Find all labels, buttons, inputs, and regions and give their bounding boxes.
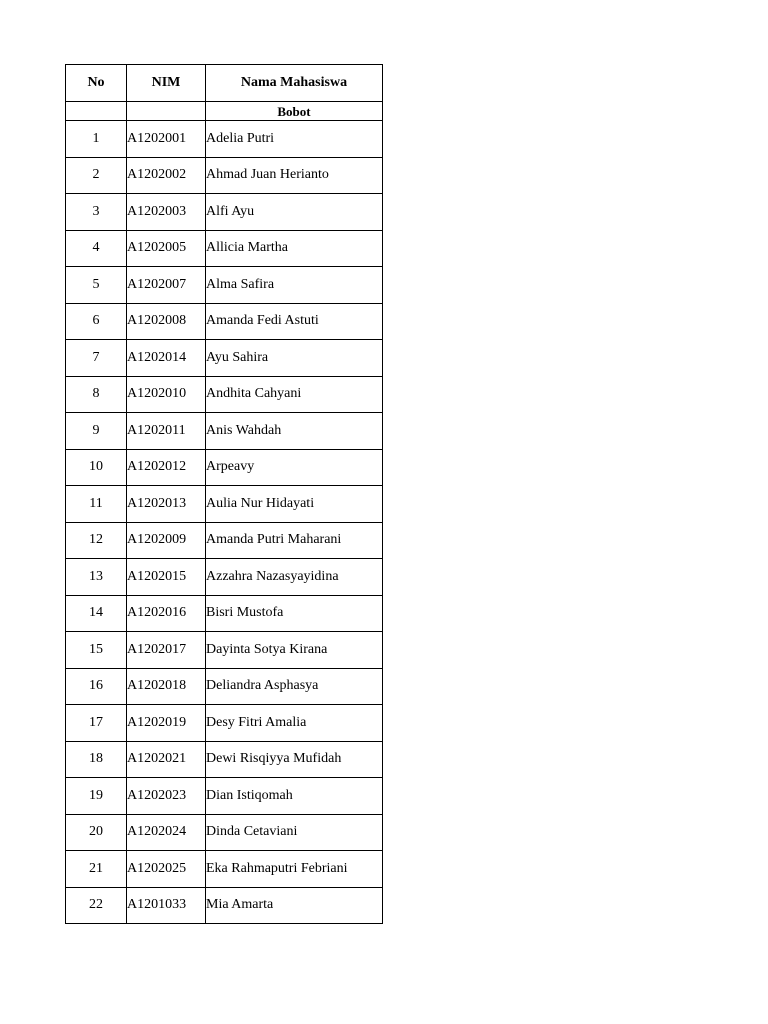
subheader-empty-no [66,102,127,121]
subheader-bobot: Bobot [206,102,383,121]
cell-no: 19 [66,778,127,815]
cell-no: 14 [66,595,127,632]
cell-nim: A1202012 [127,449,206,486]
cell-no: 20 [66,814,127,851]
cell-no: 11 [66,486,127,523]
cell-nim: A1202003 [127,194,206,231]
header-nim: NIM [127,65,206,102]
table-row [66,267,383,304]
table-row [66,851,383,888]
cell-no: 17 [66,705,127,742]
table-row [66,157,383,194]
cell-nama: Dewi Risqiyya Mufidah [206,741,383,778]
table-row [66,376,383,413]
cell-no: 8 [66,376,127,413]
cell-nama: Ayu Sahira [206,340,383,377]
cell-nim: A1202010 [127,376,206,413]
cell-nama: Allicia Martha [206,230,383,267]
cell-nim: A1202019 [127,705,206,742]
table-row [66,194,383,231]
table-row [66,230,383,267]
cell-nim: A1202021 [127,741,206,778]
cell-nama: Ahmad Juan Herianto [206,157,383,194]
cell-nama: Alfi Ayu [206,194,383,231]
cell-no: 9 [66,413,127,450]
cell-no: 13 [66,559,127,596]
cell-no: 4 [66,230,127,267]
header-nama: Nama Mahasiswa [206,65,383,102]
table-row [66,887,383,924]
cell-nama: Arpeavy [206,449,383,486]
table-row [66,413,383,450]
cell-no: 7 [66,340,127,377]
cell-nim: A1202018 [127,668,206,705]
cell-nama: Deliandra Asphasya [206,668,383,705]
cell-nim: A1202017 [127,632,206,669]
cell-nim: A1202025 [127,851,206,888]
cell-nama: Aulia Nur Hidayati [206,486,383,523]
cell-nama: Amanda Fedi Astuti [206,303,383,340]
subheader-row [66,102,383,121]
cell-nama: Dinda Cetaviani [206,814,383,851]
cell-nim: A1202001 [127,121,206,158]
table-row [66,340,383,377]
cell-no: 22 [66,887,127,924]
cell-no: 16 [66,668,127,705]
cell-no: 15 [66,632,127,669]
cell-nama: Dian Istiqomah [206,778,383,815]
header-row [66,65,383,102]
table-row [66,559,383,596]
table-row [66,632,383,669]
table-row [66,814,383,851]
subheader-empty-nim [127,102,206,121]
cell-nama: Andhita Cahyani [206,376,383,413]
table-row [66,449,383,486]
cell-nim: A1201033 [127,887,206,924]
cell-nim: A1202008 [127,303,206,340]
cell-nama: Adelia Putri [206,121,383,158]
table-row [66,778,383,815]
cell-no: 1 [66,121,127,158]
student-table [65,64,383,924]
cell-no: 6 [66,303,127,340]
cell-nama: Desy Fitri Amalia [206,705,383,742]
header-no: No [66,65,127,102]
cell-nim: A1202009 [127,522,206,559]
cell-nim: A1202011 [127,413,206,450]
cell-nama: Bisri Mustofa [206,595,383,632]
cell-nama: Alma Safira [206,267,383,304]
cell-nim: A1202014 [127,340,206,377]
cell-nim: A1202007 [127,267,206,304]
cell-nama: Mia Amarta [206,887,383,924]
cell-no: 2 [66,157,127,194]
cell-nim: A1202015 [127,559,206,596]
table-row [66,741,383,778]
table-body [66,121,383,924]
table-row [66,522,383,559]
cell-no: 5 [66,267,127,304]
table-row [66,595,383,632]
table-row [66,486,383,523]
cell-nama: Dayinta Sotya Kirana [206,632,383,669]
cell-nim: A1202024 [127,814,206,851]
table-row [66,121,383,158]
cell-nama: Amanda Putri Maharani [206,522,383,559]
table-row [66,303,383,340]
cell-no: 18 [66,741,127,778]
cell-nama: Eka Rahmaputri Febriani [206,851,383,888]
table-row [66,705,383,742]
cell-no: 12 [66,522,127,559]
cell-nama: Anis Wahdah [206,413,383,450]
cell-nim: A1202013 [127,486,206,523]
table-row [66,668,383,705]
cell-nim: A1202016 [127,595,206,632]
cell-no: 10 [66,449,127,486]
cell-nim: A1202005 [127,230,206,267]
cell-nama: Azzahra Nazasyayidina [206,559,383,596]
cell-no: 3 [66,194,127,231]
cell-no: 21 [66,851,127,888]
cell-nim: A1202023 [127,778,206,815]
cell-nim: A1202002 [127,157,206,194]
